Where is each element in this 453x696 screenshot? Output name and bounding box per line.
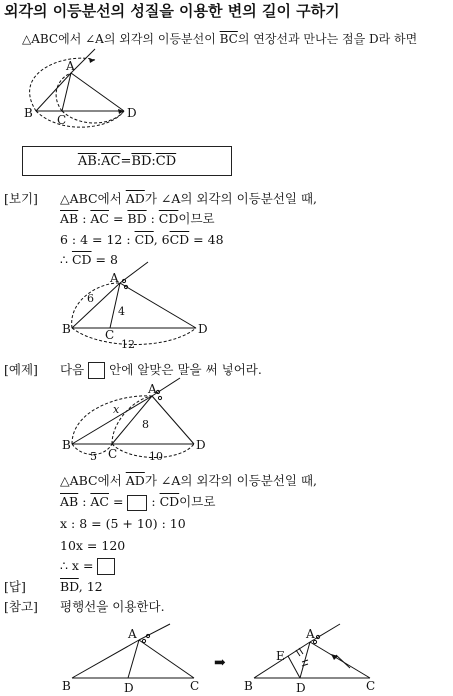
fig2-label-a: A: [110, 271, 119, 285]
bogi-line-3: 6 : 4 = 12 : $\overline{CD}$, $6\overline{CD} = 48$: [60, 232, 224, 247]
fig5-label-b: B: [244, 679, 253, 693]
dap-tag: [답]: [4, 579, 26, 594]
fig2-length-ac: 4: [118, 305, 125, 318]
fig4-label-d: D: [124, 681, 134, 695]
yeje-line-4: 10x = 120: [60, 538, 126, 553]
chamgo-text: 평행선을 이용한다.: [60, 599, 165, 614]
fig4-line-ext: [139, 624, 170, 640]
fig4-label-a: A: [128, 627, 137, 641]
yeje-line-2: $\overline{AB}$ : $\overline{AC}$ = : $\overline{CD}$이므로: [60, 494, 216, 509]
fig5-line-ac: [310, 642, 370, 678]
formula-box: $\overline{AB}$ : $\overline{AC}$ = $\overline{BD}$ : $\overline{CD}$: [22, 146, 232, 176]
fig1-label-d: D: [127, 106, 137, 120]
yeje-tag: [예제]: [4, 362, 38, 377]
fig5-arrow-shaft: [336, 655, 350, 668]
fig5-label-c: C: [366, 679, 376, 693]
transform-arrow: ➡: [214, 655, 226, 671]
fig3-label-a: A: [148, 382, 157, 396]
fig2-length-bd: 12: [121, 338, 135, 351]
bogi-line-2: $\overline{AB}$ : $\overline{AC} = \overline{BD}$ : $\overline{CD}$이므로: [60, 211, 215, 226]
fig4-angle-mark-1: [142, 639, 145, 642]
fig3-label-c: C: [108, 447, 118, 461]
fig4-label-b: B: [62, 679, 71, 693]
fig5-label-e: E: [276, 649, 285, 663]
fig3-length-cd: 10: [149, 450, 163, 463]
bogi-tag: [보기]: [4, 191, 38, 206]
chamgo-tag: [참고]: [4, 599, 38, 614]
yeje-line-3: x : 8 = (5 + 10) : 10: [60, 516, 186, 531]
fig2-label-b: B: [62, 322, 71, 336]
fig3-label-b: B: [62, 438, 71, 452]
page-title: 외각의 이등분선의 성질을 이용한 변의 길이 구하기: [4, 2, 340, 20]
fig5-arrowhead: [331, 654, 338, 660]
fig3-length-bc: 5: [90, 450, 97, 463]
fig2-label-d: D: [198, 322, 208, 336]
fig4-line-ba: [72, 640, 139, 678]
intro-text: △ABC에서 ∠A의 외각의 이등분선이 $\overline{BC}$의 연장선과 만나는 점을 D라 하면: [22, 32, 418, 46]
fig4-angle-mark-2: [146, 634, 149, 637]
fig5-tick-4: [302, 664, 308, 666]
yeje-line-1: △ABC에서 $\overline{AD}$가 ∠A의 외각의 이등분선일 때,: [60, 473, 318, 488]
fig5-tick-1: [296, 650, 300, 656]
fig3-label-d: D: [196, 438, 206, 452]
fig4-label-c: C: [190, 679, 200, 693]
fig5-line-ce: [288, 656, 300, 678]
dap-text: $\overline{BD}$, 12: [60, 579, 103, 594]
fig1-label-b: B: [24, 106, 33, 120]
fig5-label-a: A: [306, 627, 315, 641]
bogi-line-4: ∴ $\overline{CD} = 8$: [60, 252, 118, 267]
fig2-length-ab: 6: [87, 292, 94, 305]
fig3-length-ac: 8: [142, 418, 149, 431]
fig2-label-c: C: [105, 328, 115, 342]
fig4-line-ac: [139, 640, 194, 678]
yeje-prompt: 다음 안에 알맞은 말을 써 넣어라.: [60, 362, 262, 377]
yeje-line-5: ∴ x =: [60, 558, 115, 575]
fig5-tick-2: [299, 648, 303, 654]
bogi-line-1: △ABC에서 $\overline{AD}$가 ∠A의 외각의 이등분선일 때,: [60, 191, 318, 206]
fig5-label-d: D: [296, 681, 306, 695]
fig1-label-c: C: [57, 113, 67, 127]
fig1-label-a: A: [66, 59, 75, 73]
fig3-length-ab: x: [113, 403, 120, 416]
